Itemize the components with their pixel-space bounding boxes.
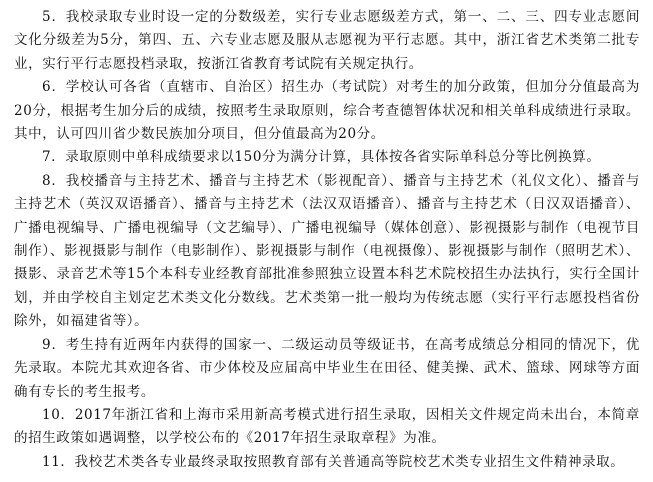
paragraph-item-6: 6．学校认可各省（直辖市、自治区）招生办（考试院）对考生的加分政策，但加分分值最高为20分，根据考生加分后的成绩，按照考生录取原则，综合考查德智体状况和相关单科成绩进行录取。其中，认可四川省少数民族加分项目，但分值最高为20分。 xyxy=(14,79,640,143)
paragraph-item-7: 7．录取原则中单科成绩要求以150分为满分计算，具体按各省实际单科总分等比例换算。 xyxy=(42,149,601,166)
paragraph-item-10: 10．2017年浙江省和上海市采用新高考模式进行招生录取，因相关文件规定尚未出台，本简章的招生政策如遇调整，以学校公布的《2017年招生录取章程》为准。 xyxy=(14,406,640,447)
paragraph-item-5: 5．我校录取专业时设一定的分数级差，实行专业志愿级差方式，第一、二、三、四专业志愿间文化分级差为5分，第四、五、六专业志愿及服从志愿视为平行志愿。其中，浙江省艺术类第二批专业，实行平行志愿投档录取，按浙江省教育考试院有关规定执行。 xyxy=(14,9,640,72)
paragraph-item-9: 9．考生持有近两年内获得的国家一、二级运动员等级证书，在高考成绩总分相同的情况下，优先录取。本院尤其欢迎各省、市少体校及应届高中毕业生在田径、健美操、武术、篮球、网球等方面确有专长的考生报考。 xyxy=(14,336,640,400)
document-body xyxy=(14,6,640,474)
paragraph-item-11: 11．我校艺术类各专业最终录取按照教育部有关普通高等院校艺术类专业招生文件精神录取。 xyxy=(42,453,625,470)
paragraph-item-8: 8．我校播音与主持艺术、播音与主持艺术（影视配音）、播音与主持艺术（礼仪文化）、播音与主持艺术（英汉双语播音）、播音与主持艺术（法汉双语播音）、播音与主持艺术（日汉双语播音）、广播电视编导、广播电视编导（文艺编导）、广播电视编导（媒体创意）、影视摄影与制作（电视节目制作）、影视摄影与制作（电影制作）、影视摄影与制作（电视摄像）、影视摄影与制作（照明艺术）、摄影、录音艺术等15个本科专业经教育部批准参照独立设置本科艺术院校招生办法执行，实行全国计划，并由学校自主划定艺术类文化分数线。艺术类第一批一般均为传统志愿（实行平行志愿投档省份除外，如福建省等）。 xyxy=(14,172,640,330)
